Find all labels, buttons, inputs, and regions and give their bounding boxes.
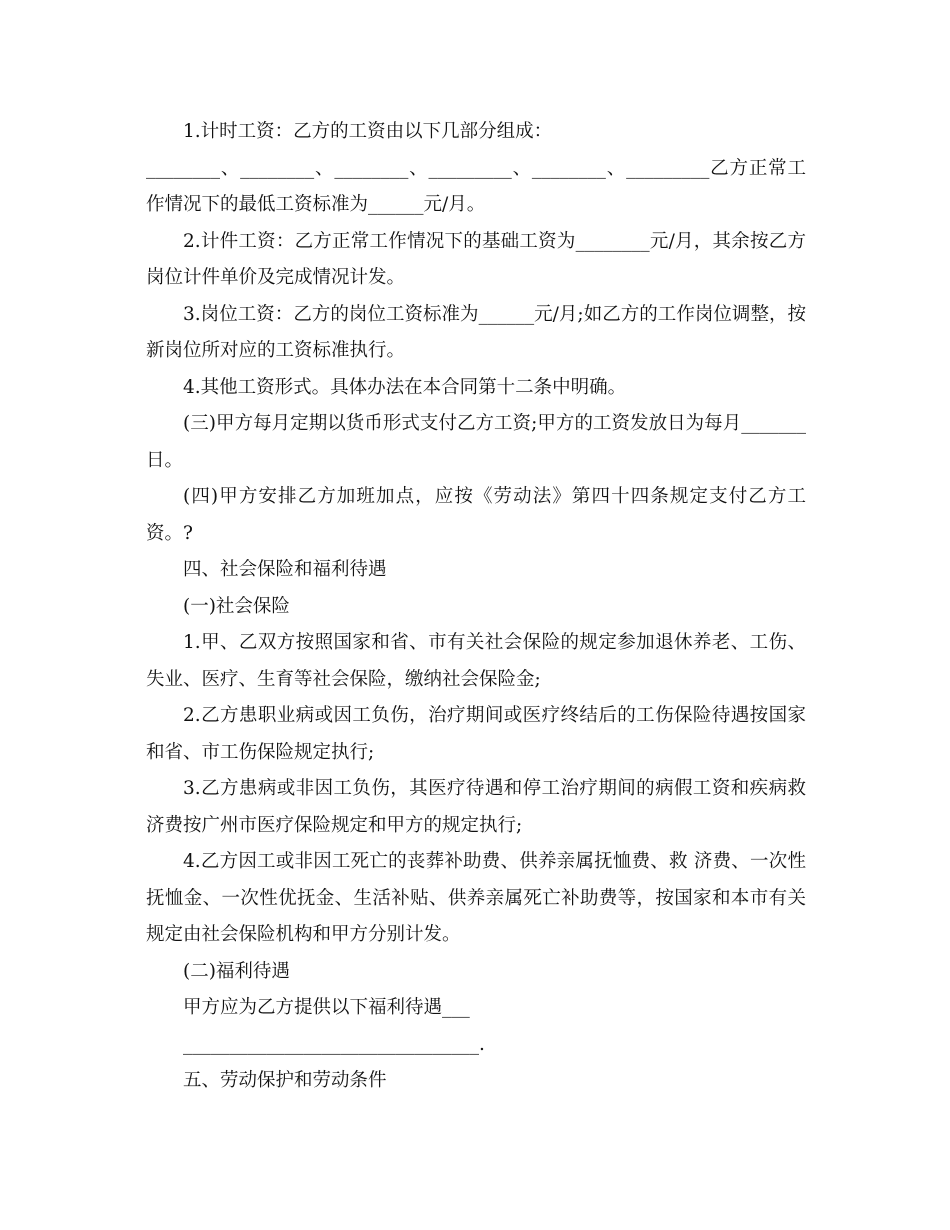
subsection-heading: (一)社会保险 xyxy=(183,595,290,617)
document-body xyxy=(146,114,806,1100)
blank-fill-line: ________________________________. xyxy=(183,1033,485,1055)
subsection-heading: (二)福利待遇 xyxy=(183,960,290,982)
paragraph: ________、________、________、_________、________、_________乙方正常工作情况下的最低工资标准为______元/月。 xyxy=(146,157,806,215)
paragraph: 1.甲、乙双方按照国家和省、市有关社会保险的规定参加退休养老、工伤、失业、医疗、生育等社会保险，缴纳社会保险金; xyxy=(146,632,806,690)
paragraph: 甲方应为乙方提供以下福利待遇___ xyxy=(183,997,470,1018)
paragraph: 2.计件工资：乙方正常工作情况下的基础工资为________元/月，其余按乙方岗位计件单价及完成情况计发。 xyxy=(146,230,806,288)
paragraph: (三)甲方每月定期以货币形式支付乙方工资;甲方的工资发放日为每月_______日。 xyxy=(146,413,806,471)
paragraph: 3.岗位工资：乙方的岗位工资标准为______元/月;如乙方的工作岗位调整，按新岗位所对应的工资标准执行。 xyxy=(146,303,806,361)
section-heading: 四、社会保险和福利待遇 xyxy=(183,559,387,580)
paragraph: 4.乙方因工或非因工死亡的丧葬补助费、供养亲属抚恤费、救 济费、一次性抚恤金、一次性优抚金、生活补贴、供养亲属死亡补助费等，按国家和本市有关规定由社会保险机构和甲方分别计发。 xyxy=(146,851,806,945)
paragraph: 1.计时工资：乙方的工资由以下几部分组成： xyxy=(183,121,553,142)
section-heading: 五、劳动保护和劳动条件 xyxy=(183,1070,387,1091)
paragraph: 4.其他工资形式。具体办法在本合同第十二条中明确。 xyxy=(183,376,627,398)
paragraph: 2.乙方患职业病或因工负伤，治疗期间或医疗终结后的工伤保险待遇按国家和省、市工伤保险规定执行; xyxy=(146,705,806,763)
paragraph: 3.乙方患病或非因工负伤，其医疗待遇和停工治疗期间的病假工资和疾病救济费按广州市医疗保险规定和甲方的规定执行; xyxy=(146,778,806,836)
paragraph: (四)甲方安排乙方加班加点，应按《劳动法》第四十四条规定支付乙方工资。? xyxy=(146,486,806,544)
